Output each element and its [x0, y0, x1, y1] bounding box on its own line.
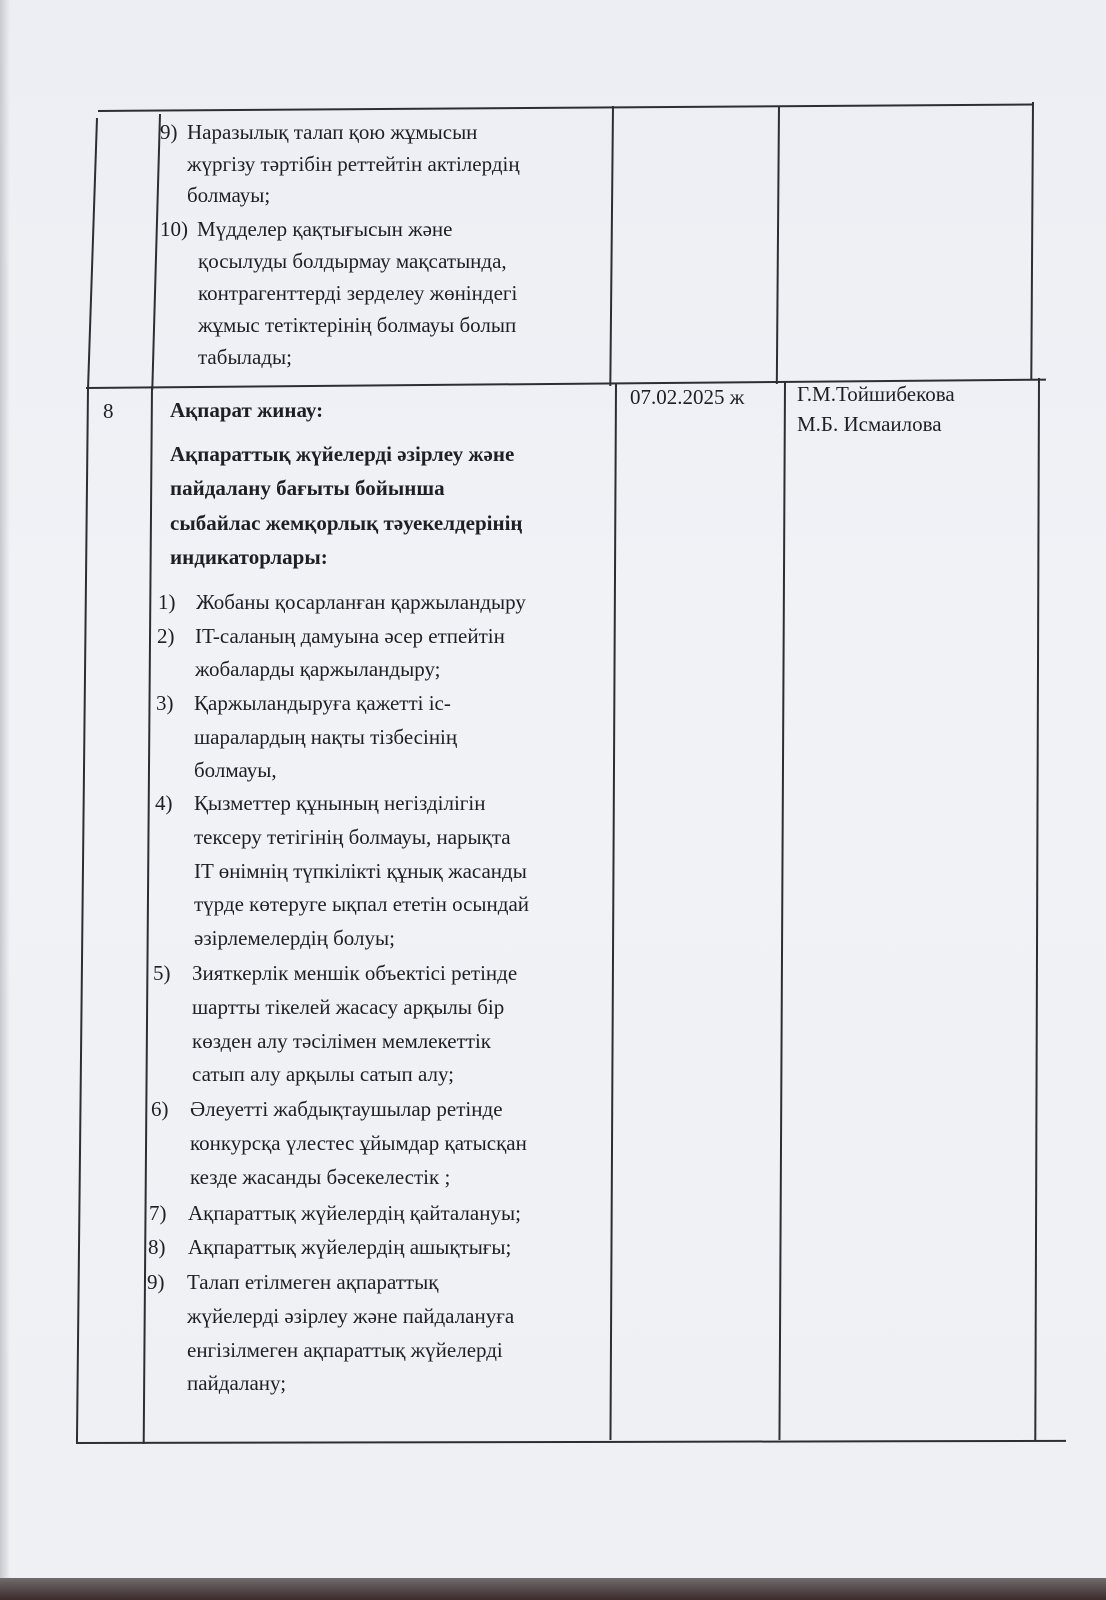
item-number: 2)	[157, 624, 175, 648]
item-number: 9)	[160, 120, 178, 144]
item-text: болмауы;	[187, 183, 271, 207]
column-divider	[151, 114, 160, 390]
item-text: конкурсқа үлестес ұйымдар қатысқан	[190, 1131, 527, 1155]
item-text: жұмыс тетіктерінің болмауы болып	[198, 313, 517, 337]
item-text: қосылуды болдырмау мақсатында,	[198, 249, 507, 273]
table-right-border	[1030, 102, 1033, 380]
item-number: 8)	[148, 1235, 166, 1259]
item-text: Ақпараттық жүйелердің қайталануы;	[188, 1201, 521, 1225]
item-text: Жобаны қосарланған қаржыландыру	[196, 590, 526, 614]
item-number: 4)	[155, 791, 173, 815]
item-text: Ақпараттық жүйелердің ашықтығы;	[188, 1235, 512, 1259]
item-text: түрде көтеруге ықпал ететін осындай	[194, 892, 530, 916]
item-number: 1)	[158, 590, 176, 614]
table-left-border	[76, 388, 89, 1443]
item-text: сатып алу арқылы сатып алу;	[192, 1062, 455, 1086]
item-number: 7)	[149, 1201, 167, 1225]
item-text: шартты тікелей жасасу арқылы бір	[192, 995, 505, 1019]
item-number: 3)	[156, 691, 174, 715]
item-number: 5)	[153, 961, 171, 985]
column-divider	[609, 106, 613, 386]
table-bottom-border	[76, 1440, 1066, 1444]
item-text: жүргізу тәртібін реттейтін актілердің	[187, 152, 520, 176]
item-text: Қаржыландыруға қажетті іс-	[194, 691, 451, 715]
page-shadow	[0, 0, 10, 1600]
section-subheading: индикаторлары:	[170, 545, 328, 569]
column-divider	[778, 382, 785, 1440]
item-text: Әлеуетті жабдықтаушылар ретінде	[190, 1097, 503, 1121]
item-text: әзірлемелердің болуы;	[194, 926, 395, 950]
item-text: табылады;	[198, 345, 292, 369]
item-text: кезде жасанды бәсекелестік ;	[190, 1165, 451, 1189]
column-divider	[609, 384, 616, 1440]
item-text: пайдалану;	[187, 1371, 287, 1395]
table-surface	[0, 1578, 1106, 1600]
item-number: 9)	[147, 1270, 165, 1294]
item-text: тексеру тетігінің болмауы, нарықта	[194, 825, 511, 849]
item-number: 10)	[160, 217, 188, 241]
section-subheading: сыбайлас жемқорлық тәуекелдерінің	[170, 511, 523, 535]
item-text: Зияткерлік меншік объектісі ретінде	[192, 961, 518, 985]
item-text: болмауы,	[194, 758, 277, 782]
item-text: енгізілмеген ақпараттық жүйелерді	[187, 1338, 503, 1362]
item-text: IT-саланың дамуына әсер етпейтін	[195, 624, 505, 648]
item-text: жүйелерді әзірлеу және пайдалануға	[187, 1304, 515, 1328]
deadline-date: 07.02.2025 ж	[630, 385, 745, 409]
responsible-person: Г.М.Тойшибекова	[797, 382, 955, 406]
item-text: IT өнімнің түпкілікті құнық жасанды	[194, 859, 527, 883]
section-heading: Ақпарат жинау:	[170, 398, 324, 422]
table-top-border	[98, 103, 1033, 111]
column-divider	[776, 106, 780, 384]
row-number: 8	[103, 399, 114, 423]
table-right-border	[1034, 378, 1039, 1440]
section-subheading: Ақпараттық жүйелерді әзірлеу және	[170, 442, 515, 466]
item-text: Қызметтер құнының негізділігін	[194, 791, 486, 815]
item-number: 6)	[151, 1097, 169, 1121]
section-subheading: пайдалану бағыты бойынша	[170, 476, 445, 500]
item-text: жобаларды қаржыландыру;	[195, 657, 441, 681]
item-text: шаралардың нақты тізбесінің	[194, 725, 458, 749]
item-text: Талап етілмеген ақпараттық	[187, 1270, 439, 1294]
item-text: Мүдделер қақтығысын және	[197, 217, 453, 241]
item-text: көзден алу тәсілімен мемлекеттік	[192, 1029, 492, 1053]
responsible-person: М.Б. Исмаилова	[797, 412, 942, 436]
table-left-border	[87, 118, 98, 390]
item-text: Наразылық талап қою жұмысын	[187, 120, 478, 144]
item-text: контрагенттерді зерделеу жөніндегі	[198, 281, 518, 305]
